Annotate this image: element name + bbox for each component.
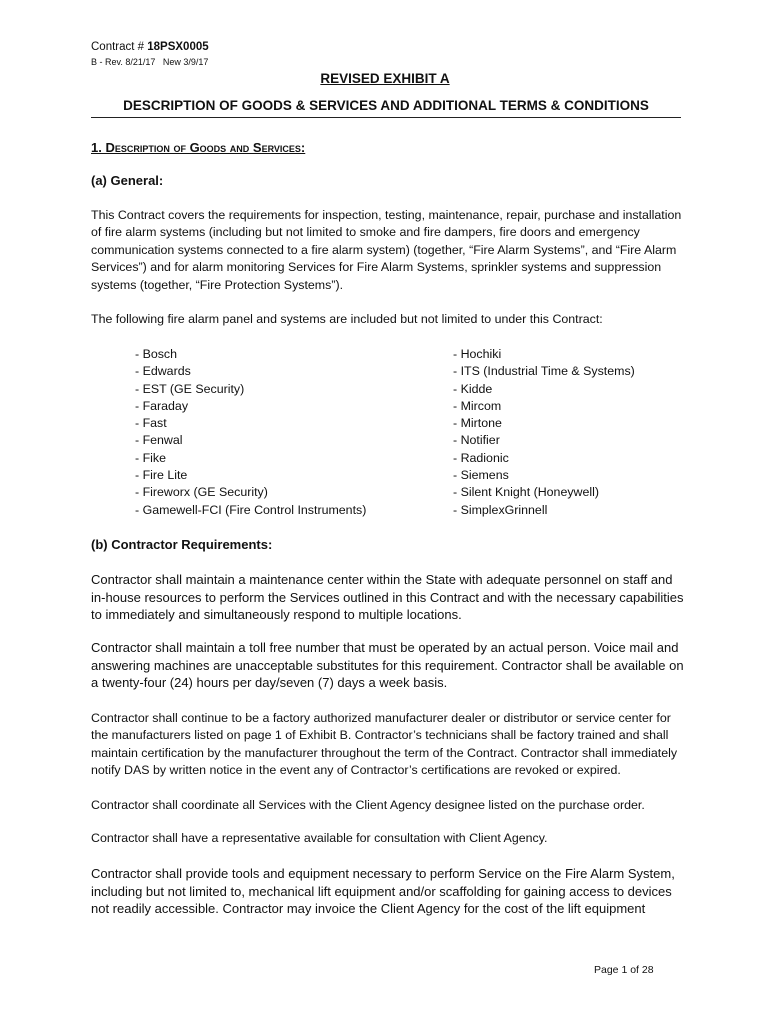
list-item: - Hochiki (453, 347, 502, 361)
list-item: - ITS (Industrial Time & Systems) (453, 364, 635, 379)
panel-list-left (135, 346, 366, 519)
list-item: - Faraday (135, 398, 189, 413)
list-item: - Notifier (453, 433, 500, 448)
panel-list-right (453, 346, 635, 519)
list-item: - Fire Lite (135, 468, 188, 483)
list-item: - Fast (135, 416, 167, 431)
page-subtitle: DESCRIPTION OF GOODS & SERVICES AND ADDITIONAL TERMS & CONDITIONS (91, 98, 681, 118)
general-heading: (a) General: (91, 173, 164, 188)
contract-number-header (91, 41, 209, 53)
list-item: - Gamewell-FCI (Fire Control Instruments) (135, 502, 367, 517)
list-item: - Silent Knight (Honeywell) (453, 485, 599, 500)
requirement-paragraph: Contractor shall maintain a toll free number that must be operated by an actual person. Voice mail and answering machines are unacceptable substitutes for this requirement. Contractor shall be available on a twenty-four (24) hours per day/seven (7) days a week basis. (91, 640, 684, 691)
contract-label: Contract # (91, 41, 148, 53)
contractor-requirements-heading: (b) Contractor Requirements: (91, 537, 273, 552)
contract-number: 18PSX0005 (147, 41, 209, 53)
requirement-paragraph: Contractor shall coordinate all Services with the Client Agency designee listed on the purchase order. (91, 798, 645, 812)
revision-line: B - Rev. 8/21/17 New 3/9/17 (91, 57, 209, 67)
page-number: Page 1 of 28 (594, 964, 654, 976)
list-item: - EST (GE Security) (135, 381, 245, 396)
general-paragraph: This Contract covers the requirements for inspection, testing, maintenance, repair, purchase and installation of fire alarm systems (including but not limited to smoke and fire dampers, fire doors and emergency communication systems connected to a fire alarm system) (together, “Fire Alarm Systems”, and “Fire Alarm Services”) and for alarm monitoring Services for Fire Alarm Systems, sprinkler systems and suppression systems (together, “Fire Protection Systems”). (91, 208, 682, 292)
requirement-paragraph: Contractor shall continue to be a factory authorized manufacturer dealer or distributor or service center for the manufacturers listed on page 1 of Exhibit B. Contractor’s technicians shall be factory trained and shall maintain certification by the manufacturer throughout the term of the Contract. Contractor shall immediately notify DAS by written notice in the event any of Contractor’s certifications are revoked or expired. (91, 711, 678, 778)
list-item: - Fike (135, 450, 166, 465)
list-item: - Fenwal (135, 433, 183, 448)
requirement-paragraph: Contractor shall provide tools and equipment necessary to perform Service on the Fire Alarm System, including but not limited to, mechanical lift equipment and/or scaffolding for gaining access to devices not readily accessible. Contractor may invoice the Client Agency for the cost of the lift equipment (91, 866, 675, 917)
requirement-paragraph: Contractor shall maintain a maintenance center within the State with adequate personnel on staff and in-house resources to perform the Services outlined in this Contract and with the necessary capabilities to immediately and simultaneously respond to multiple locations. (91, 572, 684, 623)
list-item: - Siemens (453, 468, 509, 483)
list-item: - SimplexGrinnell (453, 502, 548, 517)
page-title: REVISED EXHIBIT A (320, 71, 450, 86)
list-item: - Mircom (453, 398, 502, 413)
list-item: - Radionic (453, 450, 509, 465)
requirement-paragraph: Contractor shall have a representative available for consultation with Client Agency. (91, 831, 548, 845)
list-item: - Mirtone (453, 416, 502, 431)
list-item: - Kidde (453, 381, 493, 396)
list-item: - Edwards (135, 364, 191, 379)
section-1-heading: 1. Description of Goods and Services: (91, 140, 306, 155)
list-item: - Fireworx (GE Security) (135, 485, 268, 500)
list-item: - Bosch (135, 347, 178, 361)
panel-intro: The following fire alarm panel and systems are included but not limited to under this Contract: (91, 312, 603, 326)
